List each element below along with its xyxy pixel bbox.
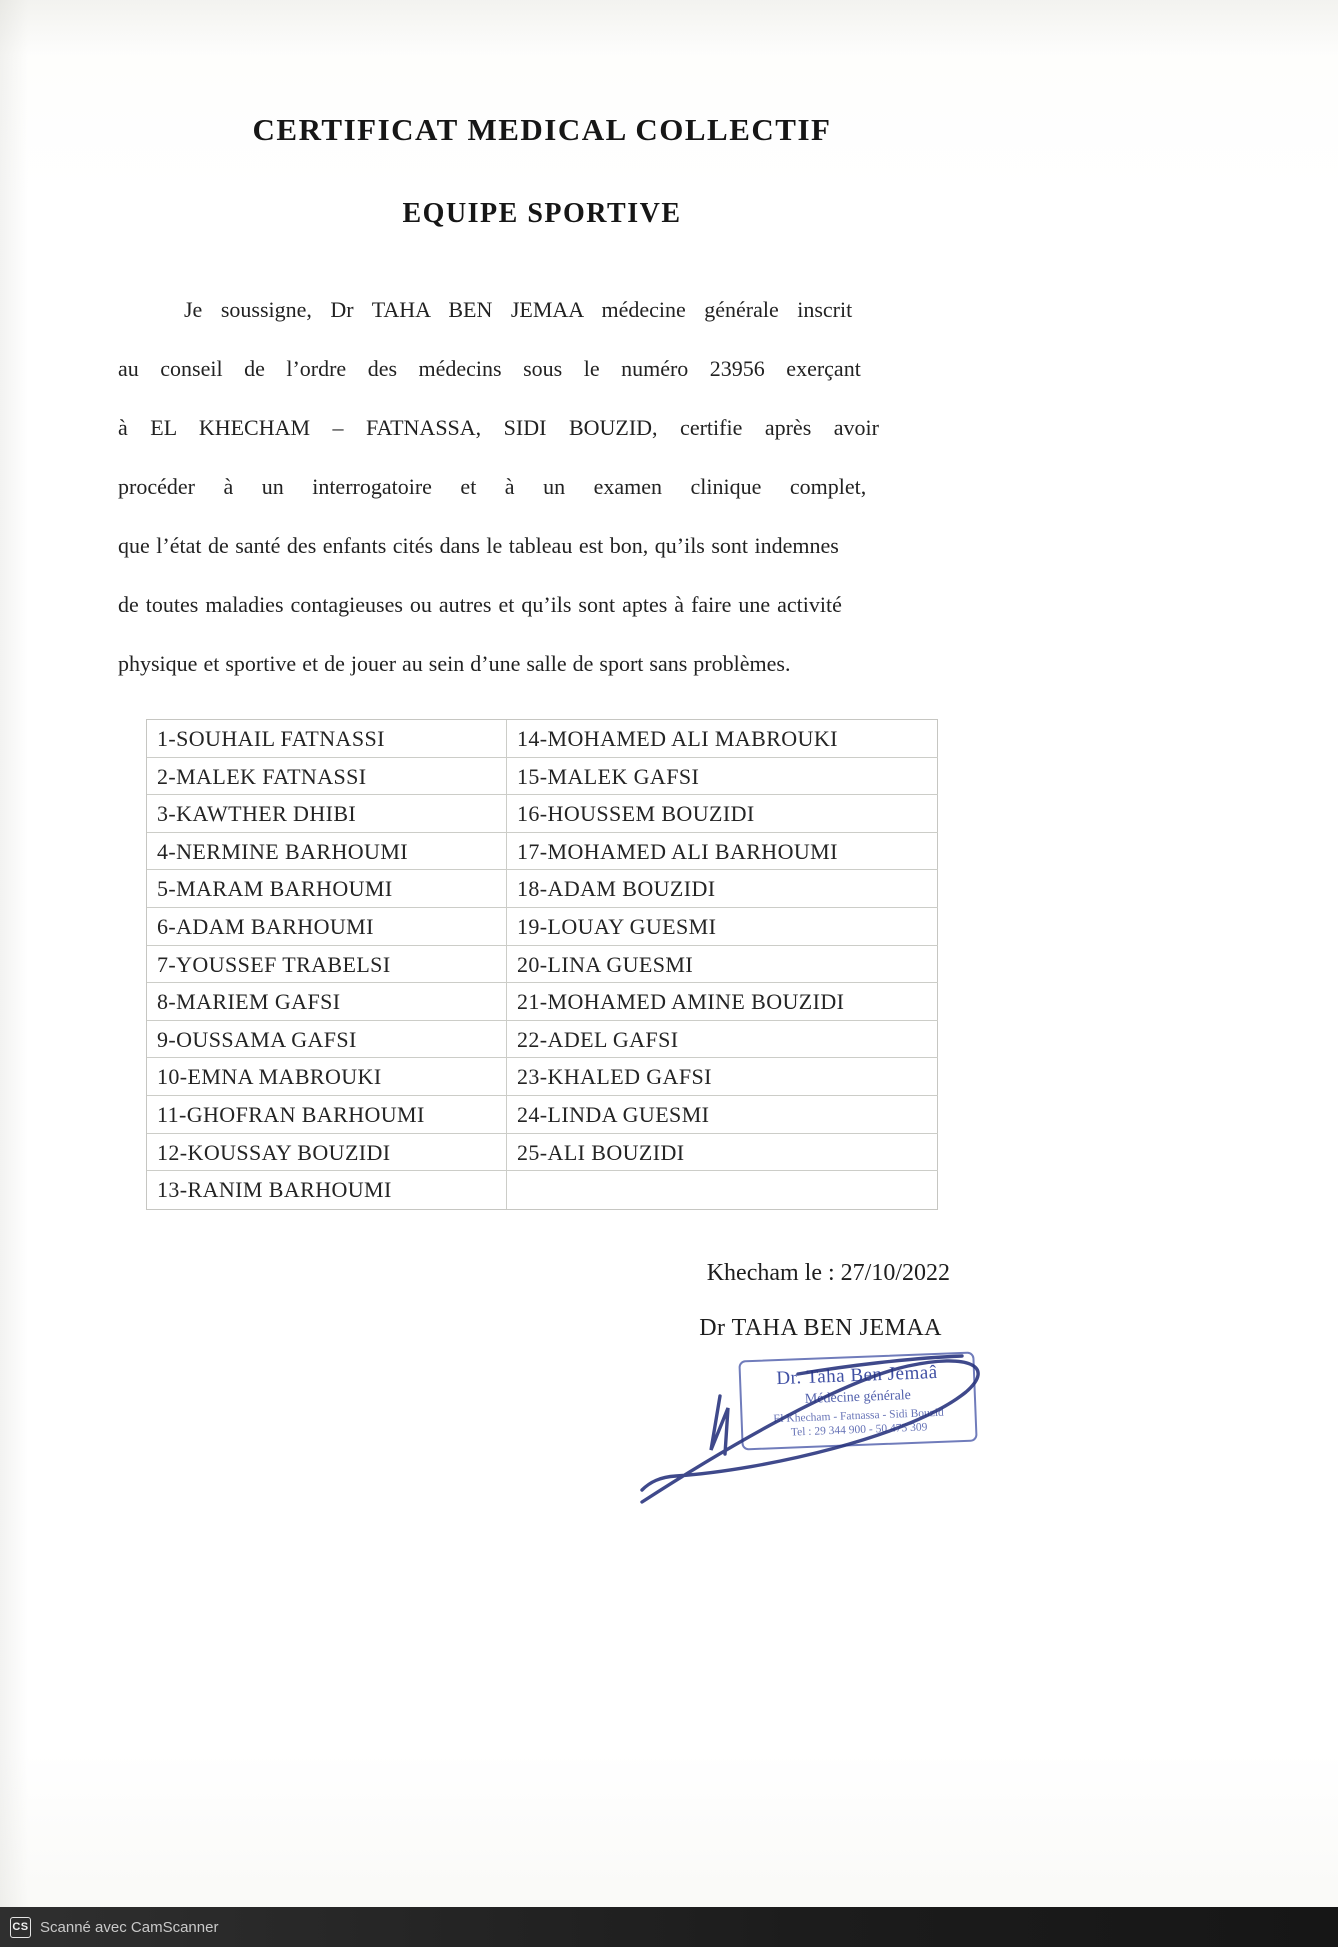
stamp-specialty: Médecine générale <box>804 1387 912 1408</box>
table-cell-left: 11-GHOFRAN BARHOUMI <box>147 1096 507 1134</box>
table-cell-right: 25-ALI BOUZIDI <box>507 1134 938 1172</box>
table-cell-right: 15-MALEK GAFSI <box>507 758 938 796</box>
body-line: de toutes maladies contagieuses ou autres et qu’ils sont aptes à faire une activité <box>118 592 842 617</box>
table-cell-left: 6-ADAM BARHOUMI <box>147 908 507 946</box>
table-row <box>147 795 937 833</box>
table-cell-right: 17-MOHAMED ALI BARHOUMI <box>507 833 938 871</box>
table-cell-right: 18-ADAM BOUZIDI <box>507 870 938 908</box>
table-cell-right <box>507 1171 938 1209</box>
table-cell-right: 21-MOHAMED AMINE BOUZIDI <box>507 983 938 1021</box>
body-line: que l’état de santé des enfants cités dans le tableau est bon, qu’ils sont indemnes <box>118 533 839 558</box>
table-cell-left: 1-SOUHAIL FATNASSI <box>147 720 507 758</box>
camscanner-label: Scanné avec CamScanner <box>40 1918 219 1936</box>
table-cell-right: 22-ADEL GAFSI <box>507 1021 938 1059</box>
table-cell-left: 7-YOUSSEF TRABELSI <box>147 946 507 984</box>
table-cell-left: 12-KOUSSAY BOUZIDI <box>147 1134 507 1172</box>
table-cell-right: 20-LINA GUESMI <box>507 946 938 984</box>
table-cell-right: 23-KHALED GAFSI <box>507 1058 938 1096</box>
table-cell-left: 5-MARAM BARHOUMI <box>147 870 507 908</box>
table-row <box>147 870 937 908</box>
doctor-stamp <box>738 1352 977 1451</box>
table-cell-left: 13-RANIM BARHOUMI <box>147 1171 507 1209</box>
body-line: physique et sportive et de jouer au sein d’une salle de sport sans problèmes. <box>118 651 791 676</box>
table-cell-right: 24-LINDA GUESMI <box>507 1096 938 1134</box>
table-row <box>147 1134 937 1172</box>
document-subtitle: EQUIPE SPORTIVE <box>402 198 682 229</box>
table-row <box>147 758 937 796</box>
document-content <box>118 0 966 1342</box>
table-cell-left: 4-NERMINE BARHOUMI <box>147 833 507 871</box>
stamp-doctor-name: Dr. Taha Ben Jemaâ <box>775 1361 939 1390</box>
place-date: Khecham le : 27/10/2022 <box>706 1259 950 1286</box>
camscanner-watermark-bar <box>0 1907 1338 1947</box>
body-line: procéder à un interrogatoire et à un examen clinique complet, <box>118 474 867 499</box>
names-table <box>146 719 938 1210</box>
table-cell-left: 10-EMNA MABROUKI <box>147 1058 507 1096</box>
body-line: Je soussigne, Dr TAHA BEN JEMAA médecine générale inscrit <box>184 297 853 322</box>
table-row <box>147 1021 937 1059</box>
table-cell-right: 19-LOUAY GUESMI <box>507 908 938 946</box>
doctor-name: Dr TAHA BEN JEMAA <box>699 1314 942 1341</box>
table-cell-right: 16-HOUSSEM BOUZIDI <box>507 795 938 833</box>
table-cell-right: 14-MOHAMED ALI MABROUKI <box>507 720 938 758</box>
camscanner-icon: CS <box>10 1917 31 1938</box>
table-row <box>147 1171 937 1209</box>
document-title: CERTIFICAT MEDICAL COLLECTIF <box>252 112 832 147</box>
table-row <box>147 983 937 1021</box>
body-line: à EL KHECHAM – FATNASSA, SIDI BOUZID, certifie après avoir <box>118 415 879 440</box>
table-row <box>147 833 937 871</box>
table-row <box>147 1096 937 1134</box>
table-cell-left: 2-MALEK FATNASSI <box>147 758 507 796</box>
certificate-body <box>118 280 966 693</box>
table-row <box>147 1058 937 1096</box>
table-cell-left: 8-MARIEM GAFSI <box>147 983 507 1021</box>
table-cell-left: 3-KAWTHER DHIBI <box>147 795 507 833</box>
stamp-address: El Khecham - Fatnassa - Sidi Bouzid <box>773 1406 945 1426</box>
table-row <box>147 908 937 946</box>
body-line: au conseil de l’ordre des médecins sous le numéro 23956 exerçant <box>118 356 861 381</box>
table-cell-left: 9-OUSSAMA GAFSI <box>147 1021 507 1059</box>
table-row <box>147 720 937 758</box>
stamp-phone: Tel : 29 344 900 - 50 475 309 <box>790 1421 928 1439</box>
table-row <box>147 946 937 984</box>
